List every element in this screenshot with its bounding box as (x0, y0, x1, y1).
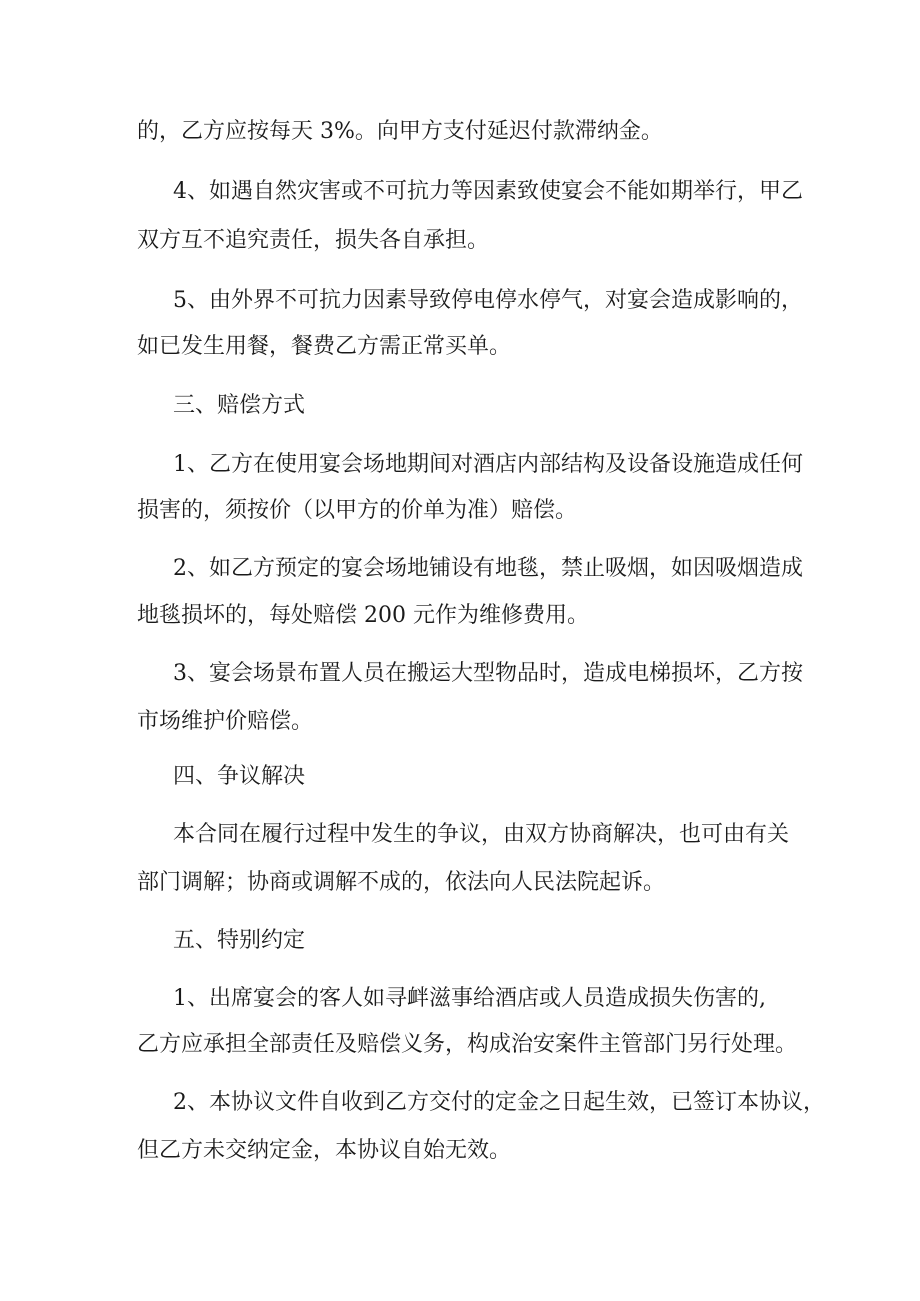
section-heading: 四、争议解决 (173, 764, 306, 789)
text-line: 乙方应承担全部责任及赔偿义务，构成治安案件主管部门另行处理。 (137, 1032, 798, 1057)
text-line: 1、出席宴会的客人如寻衅滋事给酒店或人员造成损失伤害的, (173, 986, 766, 1011)
text-line: 本合同在履行过程中发生的争议，由双方协商解决，也可由有关 (173, 822, 790, 847)
text-line: 市场维护价赔偿。 (137, 709, 314, 734)
text-line: 4、如遇自然灾害或不可抗力等因素致使宴会不能如期举行，甲乙 (173, 179, 803, 204)
text-line: 3、宴会场景布置人员在搬运大型物品时，造成电梯损坏，乙方按 (173, 661, 803, 686)
text-line: 但乙方未交纳定金，本协议自始无效。 (137, 1138, 512, 1163)
text-line: 部门调解；协商或调解不成的，依法向人民法院起诉。 (137, 870, 666, 895)
section-heading: 三、赔偿方式 (173, 393, 306, 418)
text-line: 如已发生用餐，餐费乙方需正常买单。 (137, 334, 512, 359)
text-line: 地毯损坏的，每处赔偿 200 元作为维修费用。 (137, 603, 589, 628)
text-line: 1、乙方在使用宴会场地期间对酒店内部结构及设备设施造成任何 (173, 452, 803, 477)
text-line: 2、本协议文件自收到乙方交付的定金之日起生效，已签订本协议， (173, 1090, 825, 1115)
text-line: 2、如乙方预定的宴会场地铺设有地毯，禁止吸烟，如因吸烟造成 (173, 556, 803, 581)
section-heading: 五、特别约定 (173, 928, 306, 953)
text-line: 双方互不追究责任，损失各自承担。 (137, 228, 490, 253)
text-line: 损害的，须按价（以甲方的价单为准）赔偿。 (137, 498, 578, 523)
text-line: 的，乙方应按每天 3%。向甲方支付延迟付款滞纳金。 (137, 119, 663, 144)
text-line: 5、由外界不可抗力因素导致停电停水停气，对宴会造成影响的， (173, 288, 803, 313)
